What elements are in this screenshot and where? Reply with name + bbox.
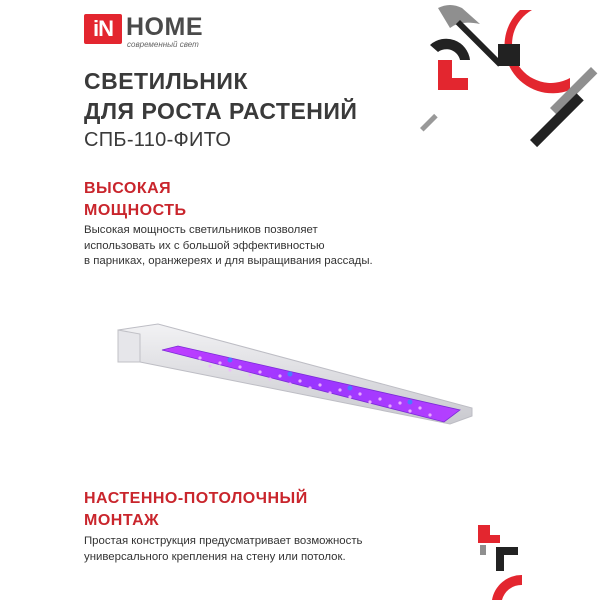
heading-line: МОНТАЖ [84, 512, 160, 529]
gray-corner-shape-bottom [480, 545, 486, 555]
section-heading-mounting [84, 488, 308, 532]
text-line: использовать их с большой эффективностью [84, 239, 325, 252]
product-title [84, 66, 357, 126]
heading-line: НАСТЕННО-ПОТОЛОЧНЫЙ [84, 490, 308, 507]
grow-lamp-image [110, 300, 480, 450]
title-line-2: ДЛЯ РОСТА РАСТЕНИЙ [84, 98, 358, 124]
product-model: СПБ-110-ФИТО [84, 129, 232, 151]
logo-brand-name: HOME [126, 13, 203, 41]
red-corner-shape [438, 60, 468, 90]
text-line: Простая конструкция предусматривает возможность [84, 535, 363, 547]
heading-line: ВЫСОКАЯ [84, 180, 172, 197]
logo-mark: iN [84, 14, 122, 44]
section-text-power [84, 223, 404, 270]
black-l-shape-bottom [496, 547, 518, 571]
black-arc-shape [430, 39, 470, 60]
section-heading-power [84, 178, 187, 222]
red-arc-bottom [492, 575, 522, 600]
section-text-mounting [84, 534, 414, 565]
text-line: в парниках, оранжереях и для выращивания рассады. [84, 255, 373, 267]
text-line: универсального крепления на стену или потолок. [84, 550, 346, 563]
led-panel [162, 346, 460, 422]
decorative-graphic-bottom [470, 515, 570, 600]
logo-text [126, 14, 203, 49]
decorative-graphic-top [420, 0, 600, 180]
heading-line: МОЩНОСТЬ [84, 202, 187, 219]
black-square-shape [498, 44, 520, 66]
title-line-1: СВЕТИЛЬНИК [84, 68, 248, 94]
text-line: Высокая мощность светильников позволяет [84, 224, 318, 236]
logo-tagline: современный свет [127, 40, 199, 49]
red-corner-shape-bottom [478, 525, 500, 543]
brand-logo [84, 14, 203, 49]
gray-diagonal-bar-left [420, 114, 438, 132]
